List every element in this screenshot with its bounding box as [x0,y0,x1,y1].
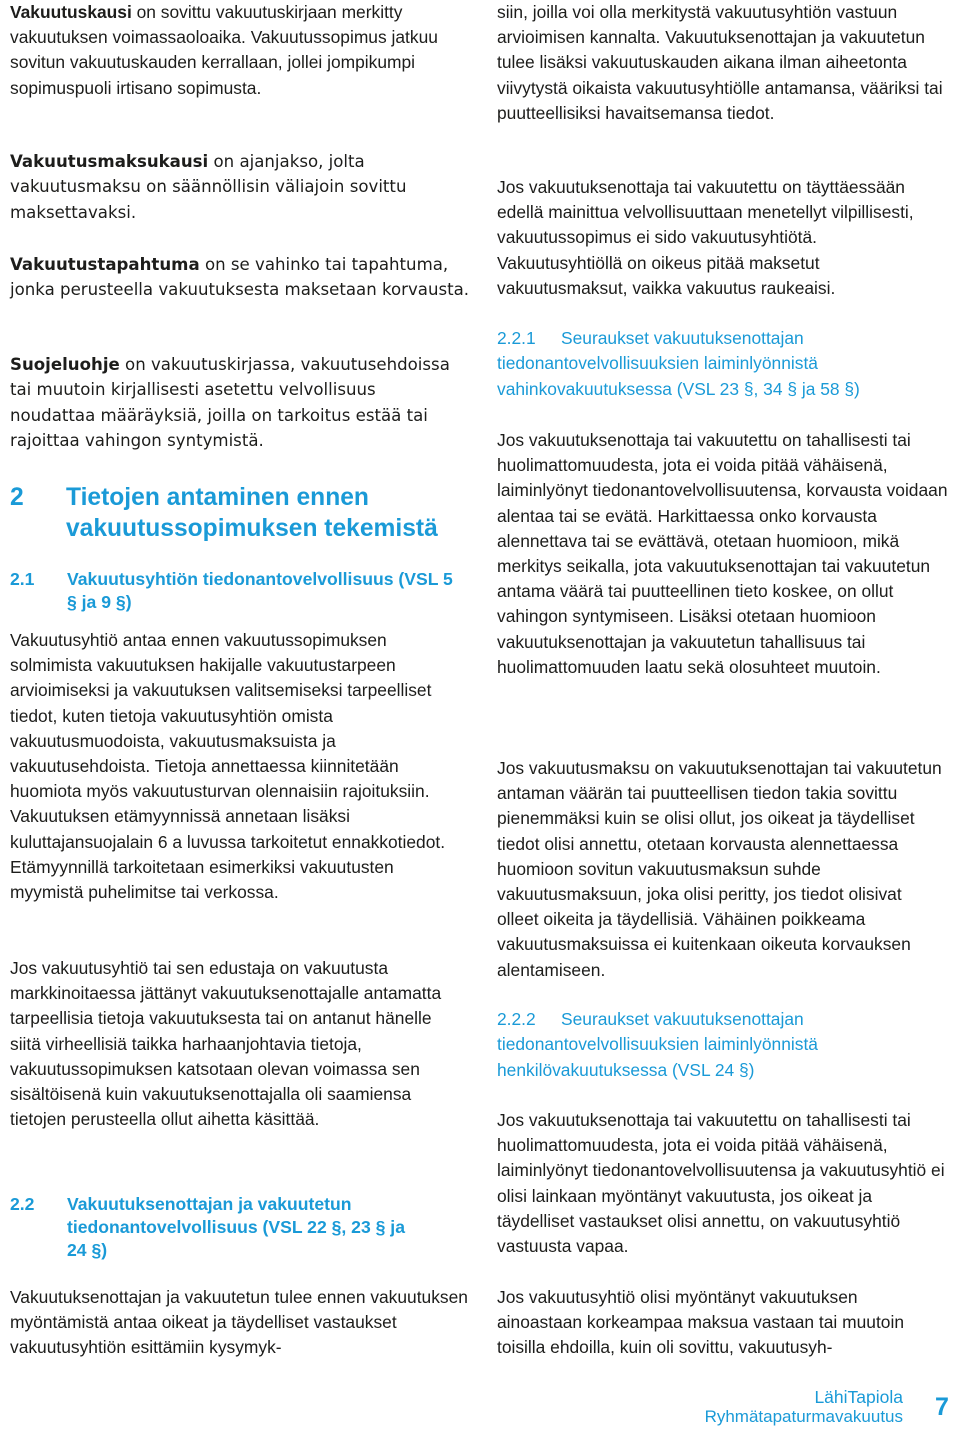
section-title: Tietojen antaminen ennen vakuutussopimuksen tekemistä [66,484,438,542]
body-paragraph: Jos vakuutusyhtiö olisi myöntänyt vakuutuksen ainoastaan korkeampaa maksua vastaan tai muutoin toisilla ehdoilla, kuin oli sovittu, vakuutusyh- [497,1287,904,1358]
term-label: Suojeluohje [10,355,120,374]
body-paragraph: Vakuutuksenottajan ja vakuutetun tulee ennen vakuutuksen myöntämistä antaa oikeat ja täydelliset vastaukset vakuutusyhtiön esittämiin kysymyk- [10,1287,468,1358]
body-paragraph: Vakuutusyhtiö antaa ennen vakuutussopimuksen solmimista vakuutuksen hakijalle vakuutustarpeen arvioimiseksi ja vakuutuksen valitsemiseksi tarpeelliset tiedot, kuten tietoja vakuutusyhtiön omista vakuutusmuodoista, vakuutusmaksuista ja vakuutusehdoista. Tietoja annettaessa kiinnitetään huomiota myös vakuutusturvan olennaisiin rajoituksiin. Vakuutuksen etämyynnissä annetaan lisäksi kuluttajansuojalain 6 a luvussa tarkoitetut ennakkotiedot. Etämyynnillä tarkoitetaan esimerkiksi vakuutusten myymistä puhelimitse tai verkossa. [10,630,446,903]
section-heading-2-2 [10,1193,470,1263]
page-footer [705,1387,903,1427]
term-label: Vakuutustapahtuma [10,255,200,274]
section-title: Seuraukset vakuutuksenottajan tiedonantovelvollisuuksien laiminlyönnistä vahinkovakuutuksessa (VSL 23 §, 34 § ja 58 §) [497,328,860,399]
term-definition: on se vahinko tai tapahtuma, jonka perusteella vakuutuksesta maksetaan korvausta. [10,255,470,300]
section-heading-2-2-2 [497,1007,949,1083]
term-definition: on vakuutuskirjassa, vakuutusehdoissa tai muutoin kirjallisesti asetettu velvollisuus noudattaa määräyksiä, joilla on tarkoitus estää tai rajoittaa vahingon syntymistä. [10,355,450,450]
term-definition: on sovittu vakuutuskirjaan merkitty vakuutuksen voimassaoloaika. Vakuutussopimus jatkuu sovitun vakuutuskauden kerrallaan, jollei jompikumpi sopimuspuoli irtisano sopimusta. [10,2,438,98]
term-definition: on ajanjakso, jolta vakuutusmaksu on säännöllisin väliajoin sovittu maksettavaksi. [10,152,407,222]
section-title: Vakuutusyhtiön tiedonantovelvollisuus (VSL 5 § ja 9 §) [67,569,453,612]
section-number: 2.1 [10,569,35,589]
section-title: Seuraukset vakuutuksenottajan tiedonantovelvollisuuksien laiminlyönnistä henkilövakuutuksessa (VSL 24 §) [497,1009,818,1080]
section-number: 2 [10,484,24,511]
definition-suojeluohje [10,352,450,453]
section-number: 2.2.2 [497,1009,536,1029]
section-heading-2 [10,482,480,546]
brand-name: LähiTapiola [814,1387,903,1407]
body-paragraph: Jos vakuutuksenottaja tai vakuutettu on täyttäessään edellä mainittua velvollisuuttaan menetellyt vilpillisesti, vakuutussopimus ei sido vakuutusyhtiötä. Vakuutusyhtiöllä on oikeus pitää maksetut vakuutusmaksut, vaikka vakuutus raukeaisi. [497,177,914,298]
body-paragraph: siin, joilla voi olla merkitystä vakuutusyhtiön vastuun arvioimisen kannalta. Vakuutuksenottajan ja vakuutetun tulee lisäksi vakuutuskauden aikana ilman aiheetonta viivytystä oikaista vakuutusyhtiölle antamansa, vääriksi tai puutteellisiksi havaitsemansa tiedot. [497,2,943,123]
term-label: Vakuutuskausi [10,2,132,22]
section-number: 2.2 [10,1194,35,1214]
definition-vakuutuskausi [10,0,450,101]
term-label: Vakuutusmaksukausi [10,152,209,171]
definition-vakuutusmaksukausi [10,149,460,225]
section-heading-2-2-1 [497,326,949,402]
product-name: Ryhmätapaturmavakuutus [704,1407,903,1426]
section-heading-2-1 [10,568,470,616]
section-title: Vakuutuksenottajan ja vakuutetun tiedonantovelvollisuus (VSL 22 §, 23 § ja 24 §) [67,1194,405,1260]
body-paragraph: Jos vakuutusmaksu on vakuutuksenottajan tai vakuutetun antaman väärän tai puutteellisen tiedon takia sovittu pienemmäksi kuin se olisi ollut, jos oikeat ja täydelliset tiedot olisi annettu, otetaan korvausta alennettaessa huomioon sovitun vakuutusmaksun suhde vakuutusmaksuun, joka olisi peritty, jos tiedot olisivat olleet oikeita ja täydellisiä. Vähäinen poikkeama vakuutusmaksuissa ei kuitenkaan oikeuta korvauksen alentamiseen. [497,758,942,980]
page-number: 7 [935,1393,949,1421]
body-paragraph: Jos vakuutuksenottaja tai vakuutettu on tahallisesti tai huolimattomuudesta, jota ei voida pitää vähäisenä, laiminlyönyt tiedonantovelvollisuutensa, korvausta voidaan alentaa tai se evätä. Harkittaessa onko korvausta alennettava tai se evättävä, otetaan huomioon, mikä merkitys seikalla, jota vakuutuksenottajan tai vakuutetun antama väärä tai puutteellinen tieto koskee, on ollut vahingon syntymiseen. Lisäksi otetaan huomioon vakuutuksenottajan ja vakuutetun tahallisuus tai huolimattomuuden laatu sekä olosuhteet muutoin. [497,430,948,677]
body-paragraph: Jos vakuutusyhtiö tai sen edustaja on vakuutusta markkinoitaessa jättänyt vakuutuksenottajalle antamatta tarpeellisia tietoja vakuutuksesta tai on antanut hänelle siitä virheellisiä taikka harhaanjohtavia tietoja, vakuutussopimuksen katsotaan olevan voimassa sen sisältöisenä kuin vakuutuksenottajalla oli saamiensa tietojen perusteella ollut aihetta käsittää. [10,958,442,1130]
definition-vakuutustapahtuma [10,252,470,303]
section-number: 2.2.1 [497,328,536,348]
body-paragraph: Jos vakuutuksenottaja tai vakuutettu on tahallisesti tai huolimattomuudesta, jota ei voida pitää vähäisenä, laiminlyönyt tiedonantovelvollisuutensa ja vakuutusyhtiö ei olisi lainkaan myöntänyt vakuutusta, jos oikeat ja täydelliset vastaukset olisi annettu, on vakuutusyhtiö vastuusta vapaa. [497,1110,945,1257]
